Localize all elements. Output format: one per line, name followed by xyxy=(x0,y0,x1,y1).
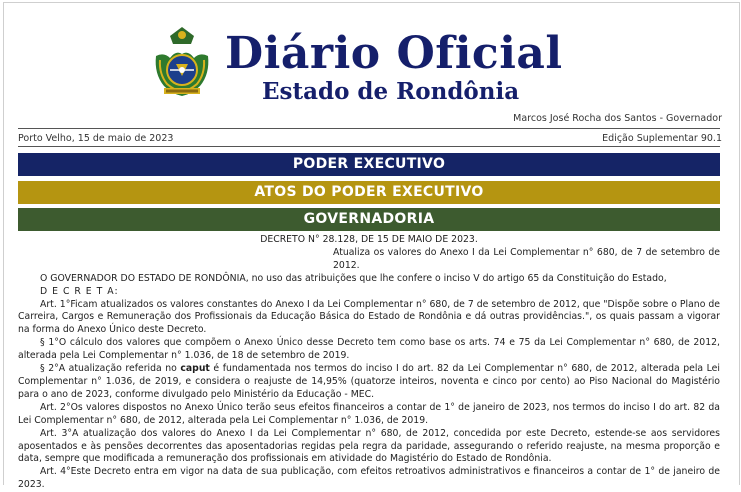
coat-of-arms-icon xyxy=(150,24,214,100)
meta-divider xyxy=(18,146,720,147)
page-title: Diário Oficial xyxy=(225,28,563,79)
decree-body xyxy=(18,234,720,492)
page-subtitle: Estado de Rondônia xyxy=(262,78,520,105)
paragraph-2 xyxy=(18,363,720,402)
article-2: Art. 2°Os valores dispostos no Anexo Único terão seus efeitos financeiros a contar de 1° de janeiro de 2023, nos termos do inciso I do art. 82 da Lei Complementar n° 680, de 2012, alterada pela Lei Complementar n° 1.036, de 2019. xyxy=(18,401,720,426)
article-3: Art. 3°A atualização dos valores do Anexo I da Lei Complementar n° 680, de 2012, concedida por este Decreto, estende-se aos servidores aposentados e às pensões decorrentes das aposentadorias regidas pela regra da paridade, assegurando o referido reajuste, na mesma proporção e data, sempre que modificada a remuneração dos profissionais em atividade do Magistério do Estado de Rondônia. xyxy=(18,427,720,465)
edition-label: Edição Suplementar 90.1 xyxy=(602,133,722,144)
governor-name: Marcos José Rocha dos Santos - Governador xyxy=(513,113,722,124)
header-divider xyxy=(18,128,720,129)
article-4: Art. 4°Este Decreto entra em vigor na data de sua publicação, com efeitos retroativos administrativos e financeiros a contar de 1° de janeiro de 2023. xyxy=(18,466,720,491)
paragraph-2-text-b: é fundamentada nos termos do inciso I do art. 82 da Lei Complementar n° 680, de 2012, alterada pela Lei Complementar n° 1.036, de 2019, e considera o reajuste de 14,95% (quatorze inteiros, noventa e cinco por cento) ao Piso Nacional do Magistério para o ano de 2023, conforme divulgado pelo Ministério da Educação - MEC. xyxy=(18,363,720,400)
decree-heading: DECRETO N° 28.128, DE 15 DE MAIO DE 2023. xyxy=(260,234,478,245)
decree-preamble: O GOVERNADOR DO ESTADO DE RONDÔNIA, no uso das atribuições que lhe confere o inciso V do artigo 65 da Constituição do Estado, xyxy=(40,272,667,284)
section-band-atos: ATOS DO PODER EXECUTIVO xyxy=(18,181,720,204)
paragraph-2-text-a: § 2°A atualização referida no xyxy=(40,363,181,375)
article-1: Art. 1°Ficam atualizados os valores constantes do Anexo I da Lei Complementar n° 680, de 7 de setembro de 2012, que "Dispõe sobre o Plano de Carreira, Cargos e Remuneração dos Profissionais da Educação Básica do Estado de Rondônia e dá outras providências.", os quais passam a vigorar na forma do Anexo Único deste Decreto. xyxy=(18,298,720,336)
paragraph-2-caput: caput xyxy=(180,363,210,375)
paragraph-1: § 1°O cálculo dos valores que compõem o Anexo Único desse Decreto tem como base os arts. 74 e 75 da Lei Complementar n° 680, de 2012, alterada pela Lei Complementar n° 1.036, de 18 de setembro de 2019. xyxy=(18,337,720,362)
section-band-poder-executivo: PODER EXECUTIVO xyxy=(18,153,720,176)
publication-date: Porto Velho, 15 de maio de 2023 xyxy=(18,133,174,144)
decree-decreta: D E C R E T A: xyxy=(40,285,119,297)
section-band-governadoria: GOVERNADORIA xyxy=(18,208,720,231)
decree-summary: Atualiza os valores do Anexo I da Lei Complementar n° 680, de 7 de setembro de 2012. xyxy=(333,246,720,271)
